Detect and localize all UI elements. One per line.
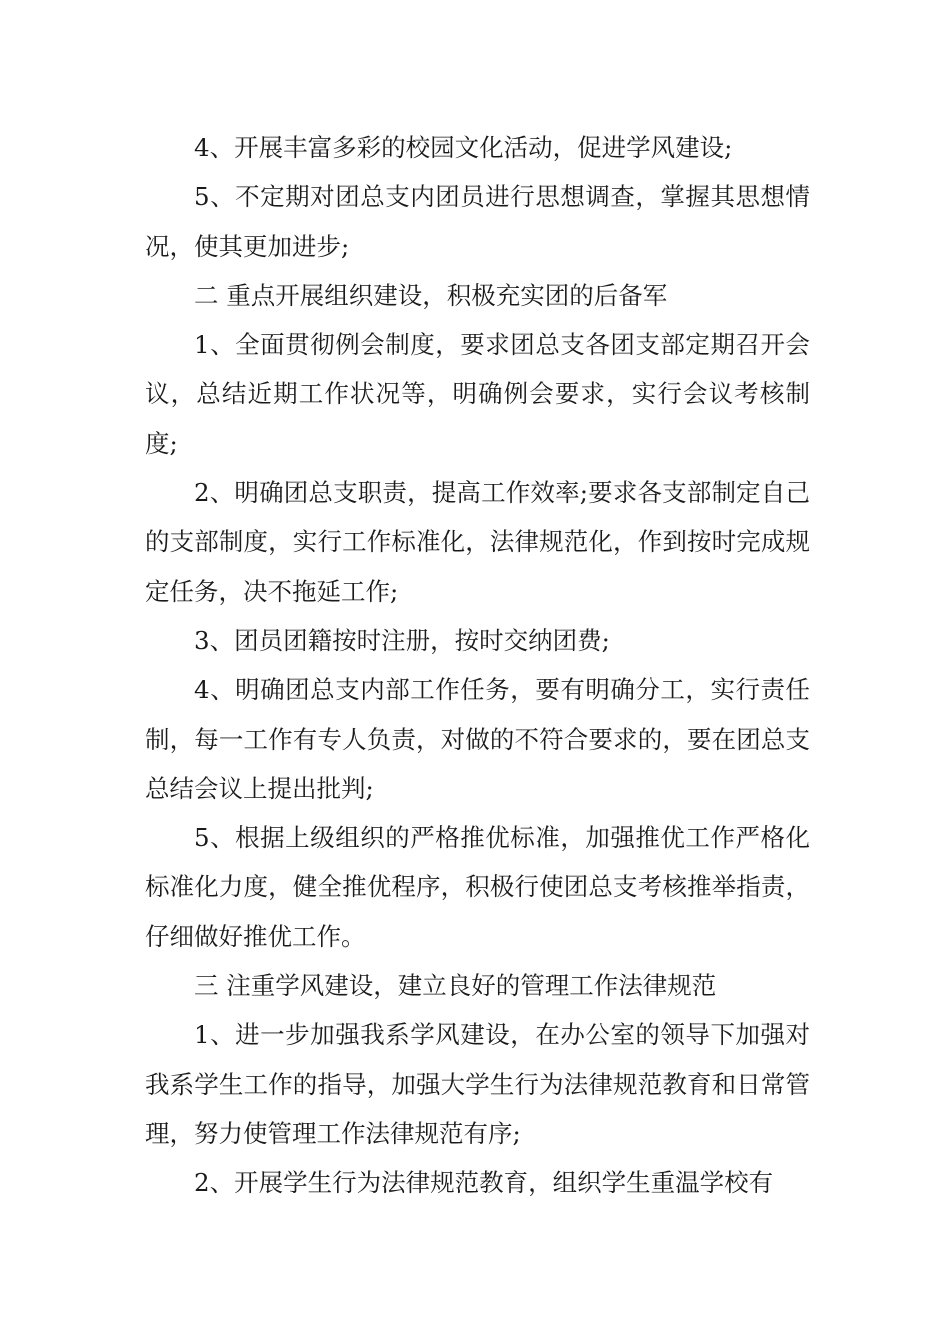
paragraph-item-5-ideology-survey: 5、不定期对团总支内团员进行思想调查，掌握其思想情况，使其更加进步; [145, 182, 810, 261]
document-body [145, 123, 810, 1208]
paragraph-item-1-study-style: 1、进一步加强我系学风建设，在办公室的领导下加强对我系学生工作的指导，加强大学生行为法律规范教育和日常管理，努力使管理工作法律规范有序; [145, 1020, 810, 1148]
paragraph-item-4-responsibility: 4、明确团总支内部工作任务，要有明确分工，实行责任制，每一工作有专人负责，对做的不符合要求的，要在团总支总结会议上提出批判; [145, 675, 810, 803]
paragraph-item-1-meeting-system: 1、全面贯彻例会制度，要求团总支各团支部定期召开会议，总结近期工作状况等，明确例会要求，实行会议考核制度; [145, 330, 810, 458]
section-heading-3: 三 注重学风建设，建立良好的管理工作法律规范 [194, 971, 717, 1001]
paragraph-item-4-campus-culture: 4、开展丰富多彩的校园文化活动，促进学风建设; [194, 133, 733, 162]
paragraph-item-2-behavior-education: 2、开展学生行为法律规范教育，组织学生重温学校有 [194, 1168, 774, 1198]
paragraph-item-3-registration: 3、团员团籍按时注册，按时交纳团费; [194, 625, 610, 655]
paragraph-item-5-recommendation: 5、根据上级组织的严格推优标准，加强推优工作严格化标准化力度，健全推优程序，积极行使团总支考核推举指责，仔细做好推优工作。 [145, 823, 810, 951]
section-heading-2: 二 重点开展组织建设，积极充实团的后备军 [194, 280, 668, 310]
paragraph-item-2-duties: 2、明确团总支职责，提高工作效率;要求各支部制定自己的支部制度，实行工作标准化，法律规范化，作到按时完成规定任务，决不拖延工作; [145, 478, 810, 606]
